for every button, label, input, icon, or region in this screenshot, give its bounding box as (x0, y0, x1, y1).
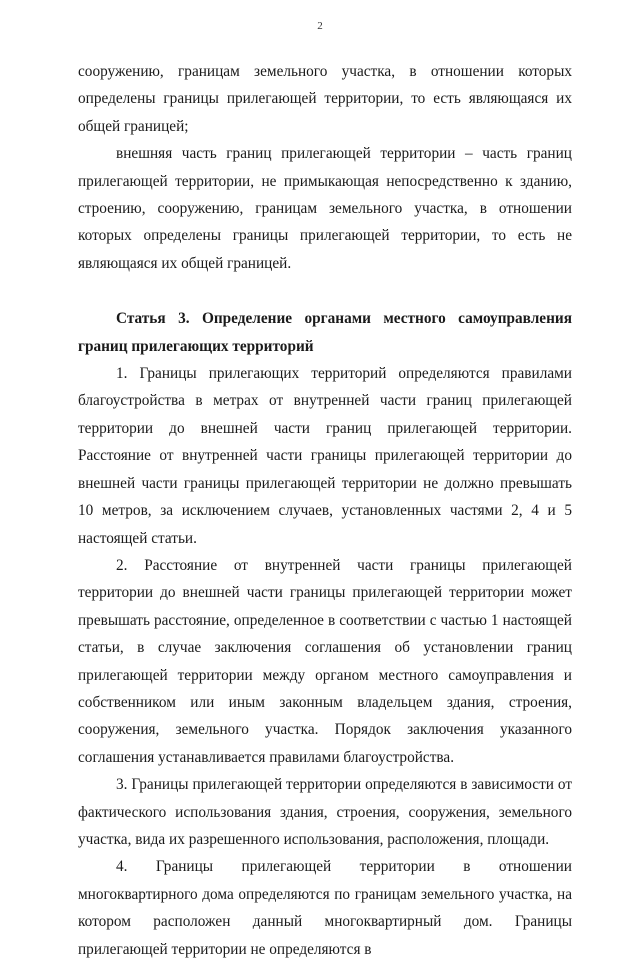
article-paragraph-2: 2. Расстояние от внутренней части границы прилегающей территории до внешней части границы прилегающей территории может превышать расстояние, определенное в соответствии с частью 1 настоящей статьи, в случае заключения соглашения об установлении границ прилегающей территории между органом местного самоуправления и собственником или иным законным владельцем здания, строения, сооружения, земельного участка. Порядок заключения указанного соглашения устанавливается правилами благоустройства. (78, 556, 572, 766)
article-heading: Статья 3. Определение органами местного самоуправления границ прилегающих территорий (78, 310, 572, 355)
paragraph-continuation: сооружению, границам земельного участка, в отношении которых определены границы прилегающей территории, то есть являющаяся их общей границей; (78, 63, 572, 135)
article-paragraph-3: 3. Границы прилегающей территории определяются в зависимости от фактического использования здания, строения, сооружения, земельного участка, вида их разрешенного использования, расположения, площади. (78, 776, 572, 848)
page-number: 2 (317, 20, 323, 32)
document-body (78, 58, 572, 963)
article-paragraph-1: 1. Границы прилегающих территорий определяются правилами благоустройства в метрах от внутренней части границ прилегающей территории до внешней части границ прилегающей территории. Расстояние от внутренней части границы прилегающей территории до внешней части границы прилегающей территории не должно превышать 10 метров, за исключением случаев, установленных частями 2, 4 и 5 настоящей статьи. (78, 365, 572, 547)
paragraph-definition-outer-boundary: внешняя часть границ прилегающей территории – часть границ прилегающей территории, не примыкающая непосредственно к зданию, строению, сооружению, границам земельного участка, в отношении которых определены границы прилегающей территории, то есть не являющаяся их общей границей. (78, 145, 572, 272)
article-paragraph-4: 4. Границы прилегающей территории в отношении многоквартирного дома определяются по границам земельного участка, на котором расположен данный многоквартирный дом. Границы прилегающей территории не определяются в (78, 858, 572, 958)
